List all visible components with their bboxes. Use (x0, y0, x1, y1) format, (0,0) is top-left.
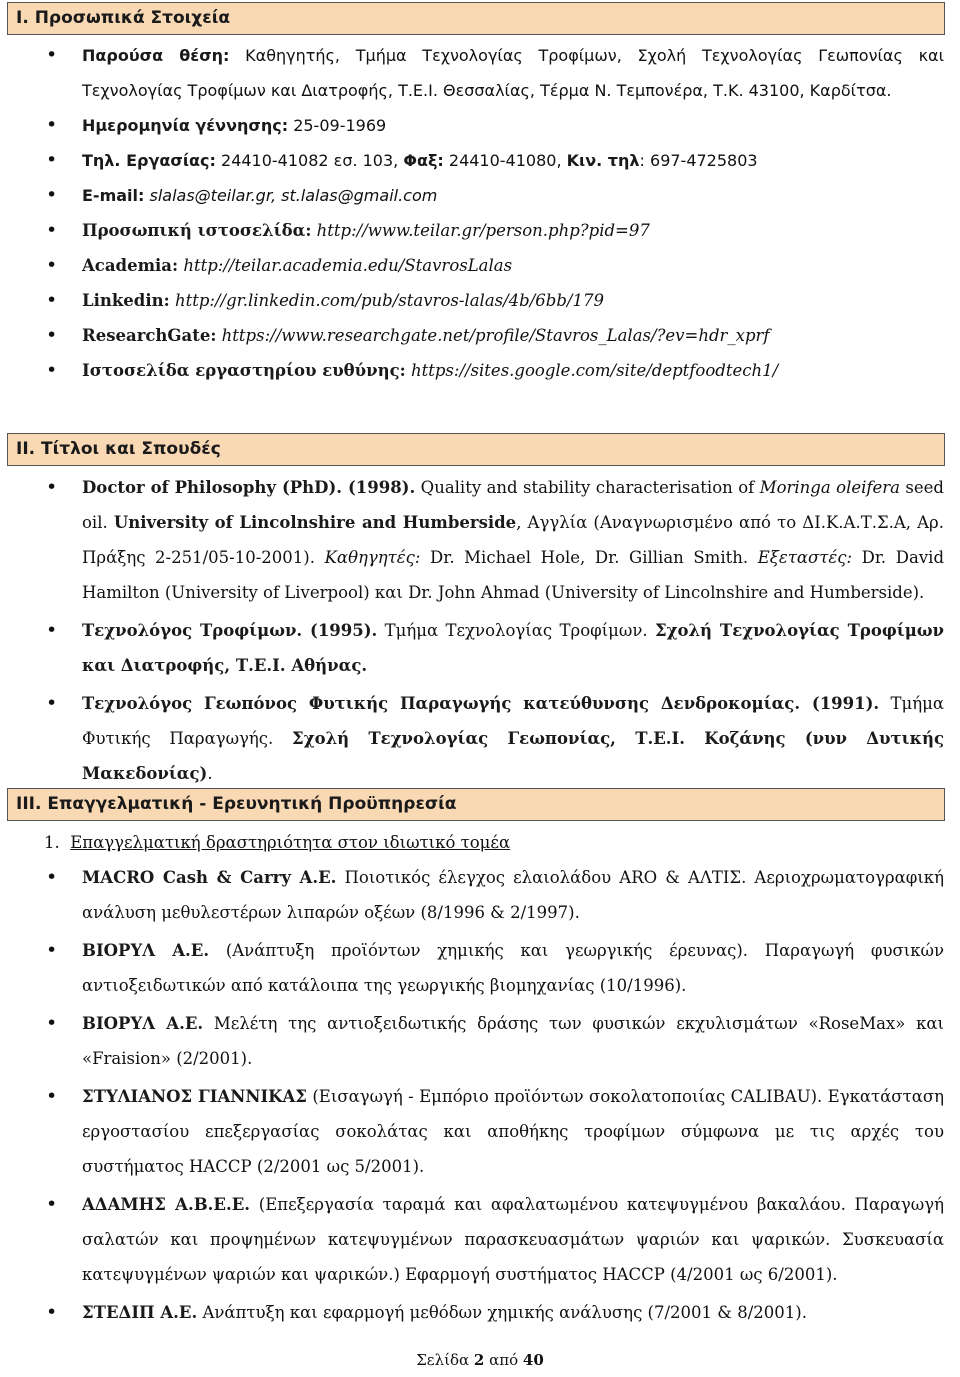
list-item-website (0, 213, 960, 248)
experience-description: (Επεξεργασία ταραμά και αφαλατωμένου κατεψυγμένου βακαλάου. Παραγωγή σαλατών και προψημένων κατεψυγμένων παρασκευασμάτων ψαριών και ψαρικών. Συσκευασία κατεψυγμένων ψαριών και ψαρικών.) Εφαρμογή συστήματος HACCP (4/2001 ως 6/2001). (82, 1195, 944, 1284)
list-item-phone (0, 143, 960, 178)
subsection-private-sector: 1. Επαγγελματική δραστηριότητα στον ιδιωτικό τομέα (44, 833, 511, 852)
subsection-title: Επαγγελματική δραστηριότητα στον ιδιωτικό τομέα (70, 833, 511, 852)
experience-company: ΒΙΟΡΥΛ Α.Ε. (82, 941, 210, 960)
academia-label: Academia: (82, 256, 179, 275)
experience-description: Ποιοτικός έλεγχος ελαιολάδου ARO & ΑΛΤΙΣ. Αεριοχρωματογραφική ανάλυση μεθυλεστέρων λιπαρών οξέων (8/1996 & 2/1997). (82, 868, 944, 922)
experience-description: Μελέτη της αντιοξειδωτικής δράσης των φυσικών εκχυλισμάτων «RoseMax» και «Fraision» (2/2001). (82, 1014, 944, 1068)
fax-label: Φαξ: (403, 151, 444, 170)
lab-website-link[interactable]: https://sites.google.com/site/deptfoodtech1/ (405, 361, 779, 380)
list-item-dob (0, 108, 960, 143)
experience-list (0, 860, 960, 1330)
experience-company: ΣΤΕΔΙΠ Α.Ε. (82, 1303, 198, 1322)
researchgate-link[interactable]: https://www.researchgate.net/profile/Stavros_Lalas/?ev=hdr_xprf (216, 326, 770, 345)
list-item-position (0, 38, 960, 108)
experience-description: (Εισαγωγή - Εμπόριο προϊόντων σοκολατοποιίας CALIBAU). Εγκατάσταση εργοστασίου επεξεργασίας σοκολάτας και αποθήκης τροφίμων σύμφωνα με τις αρχές του συστήματος HACCP (2/2001 ως 5/2001). (82, 1087, 944, 1176)
lab-website-label: Ιστοσελίδα εργαστηρίου ευθύνης: (82, 361, 406, 380)
experience-item (0, 1079, 960, 1184)
list-item-agronomist: • Τεχνολόγος Γεωπόνος Φυτικής Παραγωγής κατεύθυνσης Δενδροκομίας. (1991). Τμήμα Φυτικής Παραγωγής. Σχολή Τεχνολογίας Γεωπονίας, Τ.Ε.Ι. Κοζάνης (νυν Δυτικής Μακεδονίας). (0, 686, 960, 791)
experience-company: ΒΙΟΡΥΛ Α.Ε. (82, 1014, 204, 1033)
list-item-lab-website (0, 353, 960, 388)
fax-value: 24410-41080, (443, 151, 567, 170)
phd-university: University of Lincolnshire and Humberside (113, 513, 517, 532)
phone-label: Τηλ. Εργασίας: (82, 151, 216, 170)
experience-description: Ανάπτυξη και εφαρμογή μεθόδων χημικής ανάλυσης (7/2001 & 8/2001). (197, 1303, 807, 1322)
academia-link[interactable]: http://teilar.academia.edu/StavrosLalas (178, 256, 513, 275)
page-footer: Σελίδα 2 από 40 (416, 1351, 544, 1369)
phone-value: 24410-41082 εσ. 103, (215, 151, 404, 170)
list-item-linkedin (0, 283, 960, 318)
degrees-list (0, 470, 960, 791)
experience-company: MACRO Cash & Carry Α.Ε. (82, 868, 337, 887)
position-label: Παρούσα θέση: (82, 46, 230, 65)
list-item-researchgate (0, 318, 960, 353)
website-link[interactable]: http://www.teilar.gr/person.php?pid=97 (311, 221, 650, 240)
experience-item (0, 1006, 960, 1076)
experience-item (0, 1187, 960, 1292)
experience-description: (Ανάπτυξη προϊόντων χημικής και γεωργικής έρευνας). Παραγωγή φυσικών αντιοξειδωτικών από κατάλοιπα της γεωργικής βιομηχανίας (10/1996). (82, 941, 945, 995)
section-header-degrees: II. Τίτλοι και Σπουδές (7, 433, 945, 466)
experience-item (0, 860, 960, 930)
email-label: E-mail: (82, 186, 145, 205)
experience-company: ΣΤΥΛΙΑΝΟΣ ΓΙΑΝΝΙΚΑΣ (82, 1087, 307, 1106)
dob-label: Ημερομηνία γέννησης: (82, 116, 289, 135)
website-label: Προσωπική ιστοσελίδα: (82, 221, 312, 240)
mobile-value: : 697-4725803 (639, 151, 758, 170)
researchgate-label: ResearchGate: (82, 326, 217, 345)
dob-value: 25-09-1969 (288, 116, 387, 135)
section-header-personal: I. Προσωπικά Στοιχεία (7, 2, 945, 35)
experience-company: ΑΔΑΜΗΣ Α.Β.Ε.Ε. (82, 1195, 251, 1214)
page-total: 40 (522, 1351, 544, 1369)
list-item-food-technologist: • Τεχνολόγος Τροφίμων. (1995). Τμήμα Τεχνολογίας Τροφίμων. Σχολή Τεχνολογίας Τροφίμων και Διατροφής, Τ.Ε.Ι. Αθήνας. (0, 613, 960, 683)
experience-item (0, 933, 960, 1003)
page-number: 2 (473, 1351, 485, 1369)
list-item-email (0, 178, 960, 213)
personal-info-list (0, 38, 960, 388)
experience-item (0, 1295, 960, 1330)
email-link[interactable]: slalas@teilar.gr, st.lalas@gmail.com (144, 186, 438, 205)
mobile-label: Κιν. τηλ (566, 151, 640, 170)
section-header-experience: III. Επαγγελματική - Ερευνητική Προϋπηρεσία (7, 788, 945, 821)
list-item-phd: • Doctor of Philosophy (PhD). (1998). Quality and stability characterisation of Moringa oleifera seed oil. University of Lincolnshire and Humberside, Αγγλία (Αναγνωρισμένο από το ΔΙ.Κ.Α.Τ.Σ.Α, Αρ. Πράξης 2-251/05-10-2001). Καθηγητές: Dr. Michael Hole, Dr. Gillian Smith. Εξεταστές: Dr. David Hamilton (University of Liverpool) και Dr. John Ahmad (University of Lincolnshire and Humberside). (0, 470, 960, 610)
phd-title: Doctor of Philosophy (PhD). (1998). (82, 478, 416, 497)
linkedin-link[interactable]: http://gr.linkedin.com/pub/stavros-lalas/4b/6bb/179 (169, 291, 604, 310)
list-item-academia (0, 248, 960, 283)
linkedin-label: Linkedin: (82, 291, 170, 310)
position-value: Καθηγητής, Τμήμα Τεχνολογίας Τροφίμων, Σχολή Τεχνολογίας Γεωπονίας και Τεχνολογίας Τροφίμων και Διατροφής, Τ.Ε.Ι. Θεσσαλίας, Τέρμα Ν. Τεμπονέρα, Τ.Κ. 43100, Καρδίτσα. (82, 46, 944, 100)
